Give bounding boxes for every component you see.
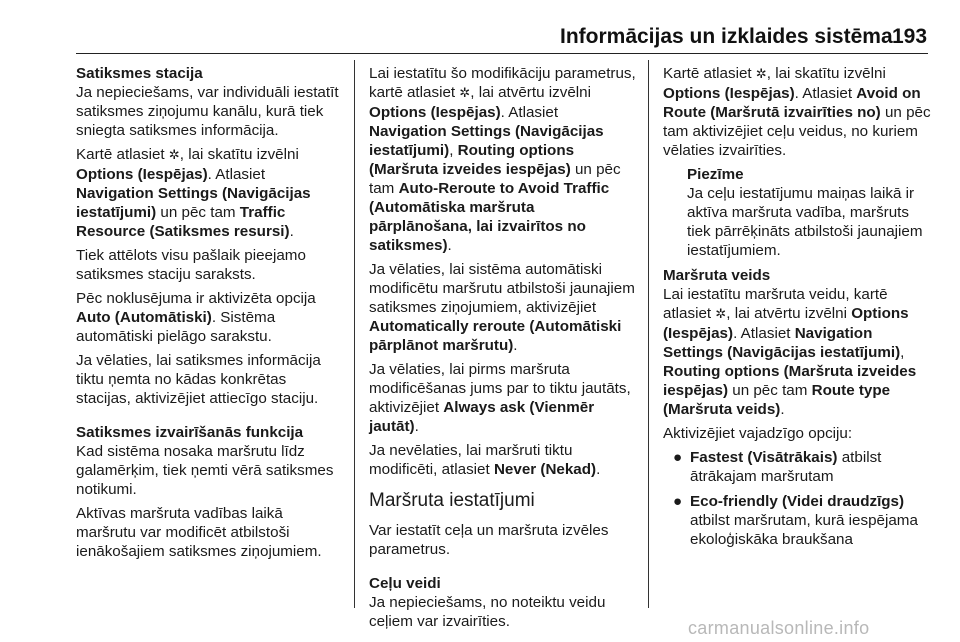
settings-knob-icon: ✲ bbox=[168, 148, 180, 163]
option-list bbox=[663, 448, 931, 549]
menu-term: Avoid on Route (Maršrutā izvairīties no) bbox=[663, 85, 921, 121]
column-2 bbox=[369, 64, 637, 636]
paragraph: Lai iestatītu maršruta veidu, kartē atlasiet ✲, lai atvērtu izvēlni Options (Iespējas). Atlasiet Navigation Settings (Navigācijas iestatījumi), Routing options (Maršruta izveides iespējas) un pēc tam Route type (Maršruta veids). bbox=[663, 286, 917, 418]
paragraph: Aktivizējiet vajadzīgo opciju: bbox=[663, 425, 853, 442]
settings-knob-icon: ✲ bbox=[459, 86, 471, 101]
settings-knob-icon: ✲ bbox=[715, 307, 727, 322]
column-divider bbox=[354, 60, 355, 608]
watermark: carmanualsonline.info bbox=[688, 618, 870, 638]
paragraph: Ja vēlaties, lai sistēma automātiski modificētu maršrutu atbilstoši jaunajiem satiksmes ziņojumiem, aktivizējiet Automatically reroute (Automātiski pārplānot maršrutu). bbox=[369, 261, 635, 354]
paragraph: Tiek attēlots visu pašlaik pieejamo satiksmes staciju saraksts. bbox=[76, 247, 306, 283]
paragraph: Kartē atlasiet ✲, lai skatītu izvēlni Options (Iespējas). Atlasiet Navigation Settings (Navigācijas iestatījumi) un pēc tam Traffic Resource (Satiksmes resursi). bbox=[76, 146, 311, 240]
header-rule bbox=[76, 53, 928, 54]
paragraph: Aktīvas maršruta vadības laikā maršrutu var modificēt atbilstoši ienākošajiem satiksmes ziņojumiem. bbox=[76, 505, 322, 560]
menu-term: Routing options (Maršruta izveides iespējas) bbox=[663, 363, 917, 399]
column-1 bbox=[76, 64, 344, 566]
column-divider bbox=[648, 60, 649, 608]
menu-term: Options (Iespējas) bbox=[663, 305, 909, 342]
paragraph: Ja nepieciešams, no noteiktu veidu ceļiem var izvairīties. bbox=[369, 594, 606, 630]
paragraph: Kad sistēma nosaka maršrutu līdz galamērķim, tiek ņemti vērā satiksmes notikumi. bbox=[76, 443, 334, 498]
heading-traffic-station: Satiksmes stacija bbox=[76, 65, 203, 82]
note-box bbox=[687, 165, 931, 260]
section-title-route-settings: Maršruta iestatījumi bbox=[369, 490, 535, 511]
menu-term: Navigation Settings (Navigācijas iestatījumi) bbox=[369, 123, 604, 159]
paragraph: Pēc noklusējuma ir aktivizēta opcija Auto (Automātiski). Sistēma automātiski pielāgo sarakstu. bbox=[76, 290, 316, 345]
menu-term: Always ask (Vienmēr jautāt) bbox=[369, 399, 595, 435]
menu-term: Options (Iespējas) bbox=[76, 166, 208, 183]
menu-term: Never (Nekad) bbox=[493, 461, 597, 478]
paragraph: Kartē atlasiet ✲, lai skatītu izvēlni Options (Iespējas). Atlasiet Avoid on Route (Maršrutā izvairīties no) un pēc tam aktivizējiet ceļu veidus, no kuriem vēlaties izvairīties. bbox=[663, 65, 931, 159]
heading-road-types: Ceļu veidi bbox=[369, 575, 441, 592]
menu-term: Routing options (Maršruta izveides iespējas) bbox=[369, 142, 575, 178]
bullet-icon: ● bbox=[673, 449, 683, 466]
menu-term: Navigation Settings (Navigācijas iestatījumi) bbox=[663, 325, 901, 361]
column-3 bbox=[663, 64, 931, 555]
paragraph: Var iestatīt ceļa un maršruta izvēles parametrus. bbox=[369, 522, 609, 558]
paragraph: Ja nevēlaties, lai maršruti tiktu modificēti, atlasiet Never (Nekad). bbox=[369, 442, 601, 478]
menu-term: Auto-Reroute to Avoid Traffic (Automātiska maršruta pārplānošana, lai izvairītos no satiksmes) bbox=[369, 180, 610, 254]
list-item: ● Fastest (Visātrākais) atbilst ātrākajam maršrutam bbox=[673, 449, 882, 485]
chapter-title: Informācijas un izklaides sistēma bbox=[560, 25, 893, 48]
bullet-icon: ● bbox=[673, 493, 683, 510]
heading-route-type: Maršruta veids bbox=[663, 267, 771, 284]
paragraph: Ja nepieciešams, var individuāli iestatīt satiksmes ziņojumu kanālu, kurā tiek sniegta satiksmes informācija. bbox=[76, 84, 339, 139]
paragraph: Lai iestatītu šo modifikāciju parametrus, kartē atlasiet ✲, lai atvērtu izvēlni Options (Iespējas). Atlasiet Navigation Settings (Navigācijas iestatījumi), Routing options (Maršruta izveides iespējas) un pēc tam Auto-Reroute to Avoid Traffic (Automātiska maršruta pārplānošana, lai izvairītos no satiksmes). bbox=[369, 65, 636, 254]
paragraph: Ja vēlaties, lai pirms maršruta modificēšanas jums par to tiktu jautāts, aktivizējiet Always ask (Vienmēr jautāt). bbox=[369, 361, 631, 435]
menu-term: Options (Iespējas) bbox=[369, 104, 501, 121]
menu-term: Options (Iespējas) bbox=[663, 85, 795, 102]
note-text: Ja ceļu iestatījumu maiņas laikā ir aktīva maršruta vadība, maršruts tiek pārrēķināts atbilstoši jaunajiem iestatījumiem. bbox=[687, 185, 923, 259]
menu-term: Automatically reroute (Automātiski pārplānot maršrutu) bbox=[369, 318, 622, 354]
menu-term: Navigation Settings (Navigācijas iestatījumi) bbox=[76, 185, 311, 221]
paragraph: Ja vēlaties, lai satiksmes informācija tiktu ņemta no kādas konkrētas stacijas, aktivizējiet attiecīgo staciju. bbox=[76, 352, 321, 407]
heading-traffic-avoidance: Satiksmes izvairīšanās funkcija bbox=[76, 424, 304, 441]
list-item: ● Eco-friendly (Videi draudzīgs) atbilst maršrutam, kurā iespējama ekoloģiskāka braukšana bbox=[673, 493, 918, 548]
menu-term: Auto (Automātiski) bbox=[76, 309, 212, 326]
note-title: Piezīme bbox=[687, 166, 744, 183]
settings-knob-icon: ✲ bbox=[755, 67, 767, 82]
menu-term: Route type (Maršruta veids) bbox=[663, 382, 891, 418]
menu-term: Traffic Resource (Satiksmes resursi) bbox=[76, 204, 290, 240]
page-number: 193 bbox=[892, 25, 928, 48]
page-header bbox=[0, 0, 960, 56]
